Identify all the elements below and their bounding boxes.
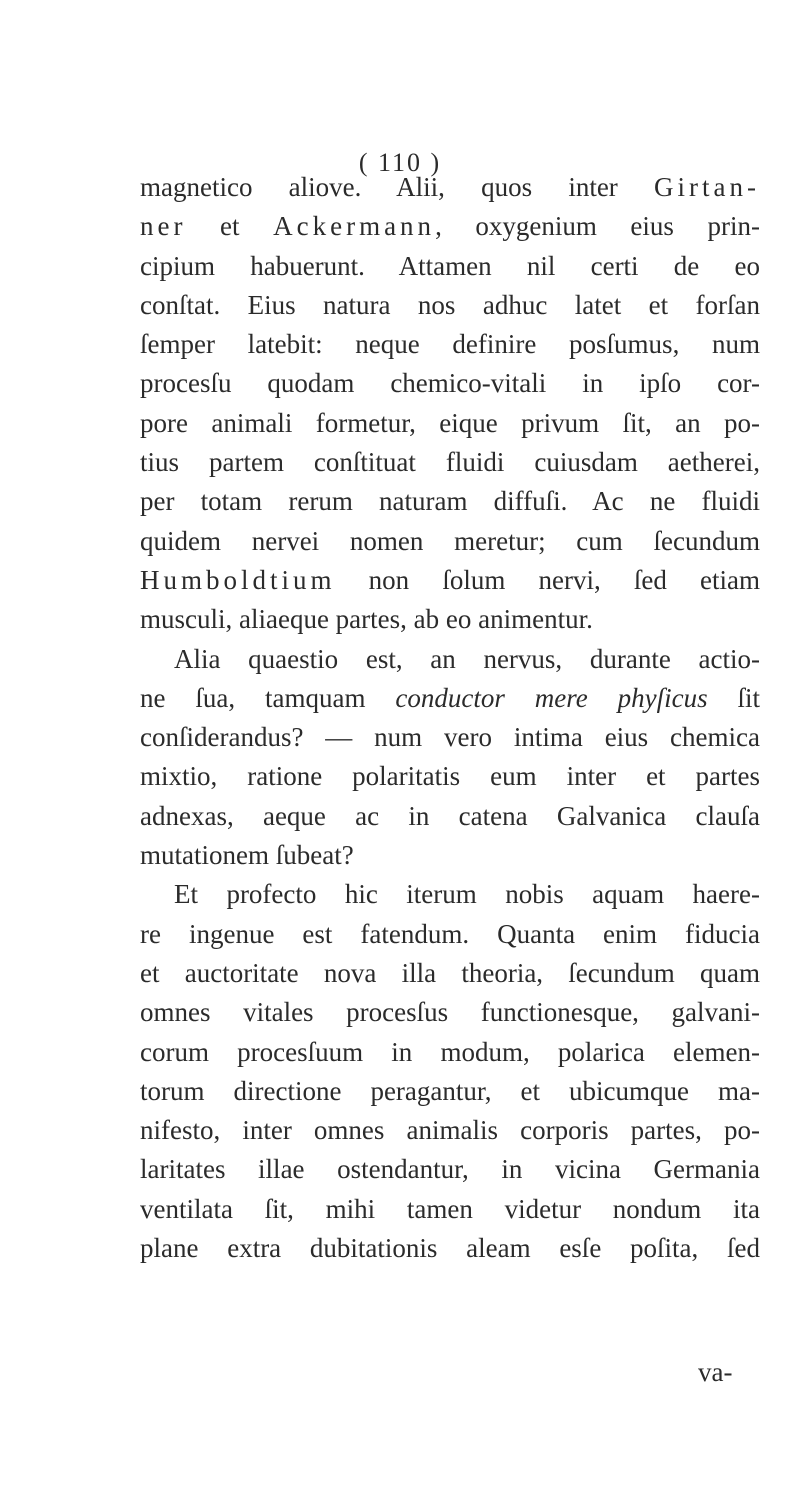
- paragraph-2: [140, 640, 760, 876]
- text-line: [140, 1150, 760, 1189]
- text-run: mutationem ſubeat?: [140, 840, 354, 871]
- text-run: , oxygenium eius prin-: [435, 211, 760, 242]
- text-run: Alia quaestio est, an nervus, durante actio-: [174, 643, 760, 674]
- text-run: mixtio, ratione polaritatis eum inter et partes: [140, 761, 760, 792]
- text-line: [140, 718, 760, 757]
- text-run: cipium habuerunt. Attamen nil certi de eo: [140, 250, 760, 281]
- text-line: [140, 168, 760, 207]
- text-line: [140, 993, 760, 1032]
- page-number: ( 110 ): [358, 148, 442, 177]
- text-line: [140, 247, 760, 286]
- text-run: conſtat. Eius natura nos adhuc latet et forſan: [140, 289, 760, 320]
- text-run: corum procesſuum in modum, polarica elemen-: [140, 1036, 760, 1067]
- text-run: quidem nervei nomen meretur; cum ſecundum: [140, 525, 760, 556]
- text-line: [140, 640, 760, 679]
- text-run: ſemper latebit: neque definire posſumus, num: [140, 329, 760, 360]
- text-run: omnes vitales procesſus functionesque, galvani-: [140, 997, 760, 1028]
- body-text: [140, 168, 760, 1268]
- text-line: [140, 797, 760, 836]
- proper-name: ner: [140, 211, 187, 242]
- text-run: ventilata ſit, mihi tamen videtur nondum ita: [140, 1193, 760, 1224]
- text-line: [140, 954, 760, 993]
- text-line: [140, 1190, 760, 1229]
- paragraph-3: [140, 875, 760, 1268]
- text-run: conſiderandus? — num vero intima eius chemica: [140, 722, 760, 753]
- text-line: [140, 1033, 760, 1072]
- text-line: [140, 1111, 760, 1150]
- text-run: torum directione peragantur, et ubicumque ma-: [140, 1075, 760, 1106]
- text-line: [140, 522, 760, 561]
- italic-phrase: conductor mere phyſicus: [395, 682, 708, 713]
- text-line: [140, 757, 760, 796]
- proper-name: Humboldtium: [140, 564, 336, 595]
- text-run: plane extra dubitationis aleam esſe poſita, ſed: [140, 1233, 760, 1264]
- text-line: [140, 600, 760, 639]
- text-line: [140, 1229, 760, 1268]
- catchword: va-: [698, 1357, 733, 1387]
- text-line: [140, 207, 760, 246]
- text-line: [140, 836, 760, 875]
- proper-name: Ackermann: [273, 211, 436, 242]
- proper-name: Girtan-: [654, 172, 760, 202]
- text-run: et: [186, 211, 274, 242]
- text-line: [140, 286, 760, 325]
- paragraph-1: [140, 168, 760, 640]
- text-run: laritates illae ostendantur, in vicina Germania: [140, 1154, 760, 1185]
- text-run: Et profecto hic iterum nobis aquam haere-: [174, 879, 760, 910]
- text-run: pore animali formetur, eique privum ſit, an po-: [140, 407, 760, 438]
- text-run: per totam rerum naturam diffuſi. Ac ne fluidi: [140, 486, 760, 517]
- text-line: [140, 561, 760, 600]
- text-run: re ingenue est fatendum. Quanta enim fiducia: [140, 918, 760, 949]
- text-run: et auctoritate nova illa theoria, ſecundum quam: [140, 957, 760, 988]
- text-line: [140, 875, 760, 914]
- text-run: magnetico aliove. Alii, quos inter: [140, 172, 655, 202]
- text-line: [140, 364, 760, 403]
- text-run: ſit: [707, 682, 760, 713]
- text-line: [140, 679, 760, 718]
- text-line: [140, 482, 760, 521]
- text-line: [140, 404, 760, 443]
- text-line: [140, 1072, 760, 1111]
- text-run: non ſolum nervi, ſed etiam: [335, 564, 760, 595]
- text-run: adnexas, aeque ac in catena Galvanica clauſa: [140, 800, 760, 831]
- text-run: tius partem conſtituat fluidi cuiusdam aetherei,: [140, 447, 760, 478]
- text-line: [140, 443, 760, 482]
- text-run: musculi, aliaeque partes, ab eo animentur.: [140, 604, 593, 635]
- text-line: [140, 915, 760, 954]
- text-run: ne ſua, tamquam: [140, 682, 396, 713]
- text-line: [140, 325, 760, 364]
- text-run: nifesto, inter omnes animalis corporis partes, po-: [140, 1115, 760, 1146]
- text-run: procesſu quodam chemico-vitali in ipſo cor-: [140, 368, 760, 399]
